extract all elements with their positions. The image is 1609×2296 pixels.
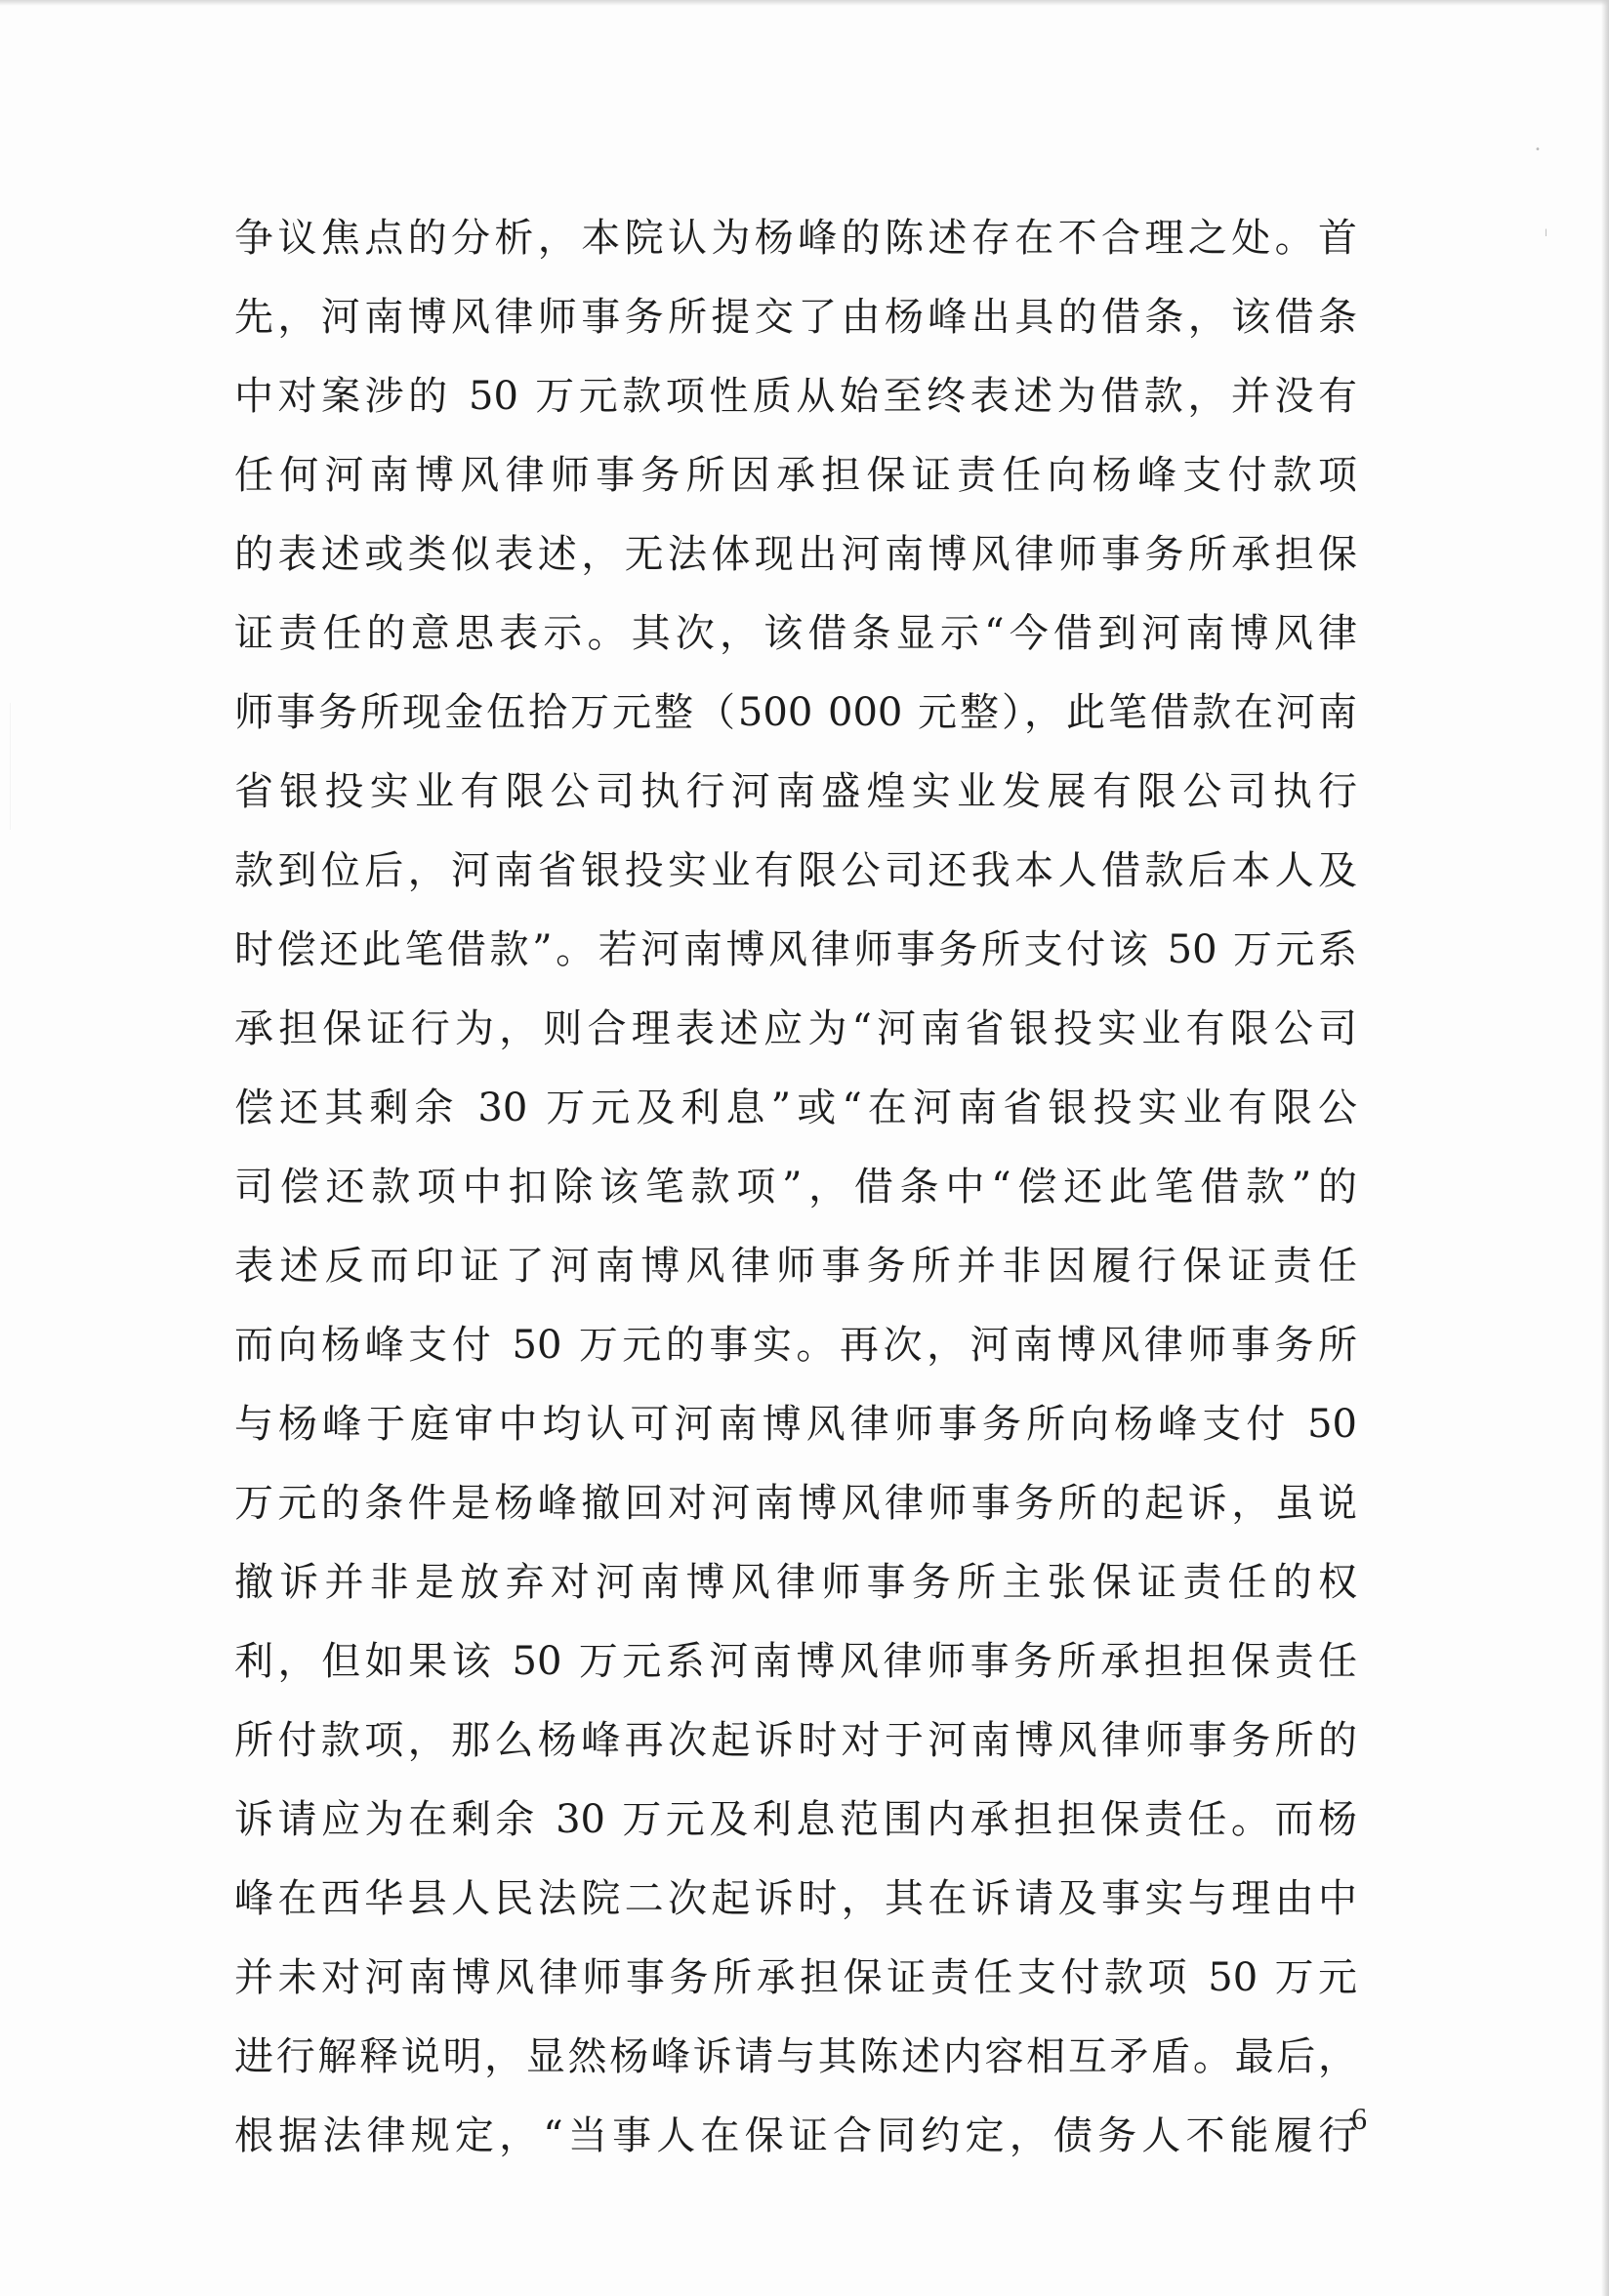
- text-line: 所付款项，那么杨峰再次起诉时对于河南博风律师事务所的: [234, 1718, 1357, 1763]
- text-line: 万元的条件是杨峰撤回对河南博风律师事务所的起诉，虽说: [234, 1481, 1357, 1526]
- scan-speck: •: [1535, 144, 1541, 155]
- text-line: 省银投实业有限公司执行河南盛煌实业发展有限公司执行: [234, 769, 1357, 814]
- text-line: 与杨峰于庭审中均认可河南博风律师事务所向杨峰支付 50: [234, 1402, 1357, 1447]
- text-line: 承担保证行为，则合理表述应为“河南省银投实业有限公司: [234, 1006, 1357, 1051]
- text-line: 诉请应为在剩余 30 万元及利息范围内承担担保责任。而杨: [234, 1797, 1357, 1842]
- text-line: 司偿还款项中扣除该笔款项”，借条中“偿还此笔借款”的: [234, 1165, 1357, 1210]
- scan-edge-top: [0, 0, 1609, 6]
- text-line: 根据法律规定，“当事人在保证合同约定，债务人不能履行: [234, 2113, 1357, 2158]
- scan-speck: ⅼ: [1545, 228, 1547, 239]
- page-number: 6: [1351, 2101, 1367, 2136]
- text-line: 偿还其剩余 30 万元及利息”或“在河南省银投实业有限公: [234, 1086, 1357, 1130]
- text-line: 先，河南博风律师事务所提交了由杨峰出具的借条，该借条: [234, 295, 1357, 340]
- scan-edge-right: [1601, 0, 1609, 2296]
- text-line: 表述反而印证了河南博风律师事务所并非因履行保证责任: [234, 1244, 1357, 1289]
- binding-shadow: [10, 703, 50, 830]
- text-line: 利，但如果该 50 万元系河南博风律师事务所承担担保责任: [234, 1639, 1357, 1684]
- text-line: 师事务所现金伍拾万元整（500 000 元整），此笔借款在河南: [234, 690, 1357, 735]
- text-line: 中对案涉的 50 万元款项性质从始至终表述为借款，并没有: [234, 374, 1357, 419]
- text-line: 款到位后，河南省银投实业有限公司还我本人借款后本人及: [234, 848, 1357, 893]
- text-line: 任何河南博风律师事务所因承担保证责任向杨峰支付款项: [234, 453, 1357, 498]
- text-line: 进行解释说明，显然杨峰诉请与其陈述内容相互矛盾。最后，: [234, 2034, 1357, 2079]
- text-line: 时偿还此笔借款”。若河南博风律师事务所支付该 50 万元系: [234, 927, 1357, 972]
- body-paragraph: [234, 199, 1357, 2176]
- text-line: 并未对河南博风律师事务所承担保证责任支付款项 50 万元: [234, 1955, 1357, 2000]
- text-line: 争议焦点的分析，本院认为杨峰的陈述存在不合理之处。首: [234, 216, 1357, 261]
- text-line: 而向杨峰支付 50 万元的事实。再次，河南博风律师事务所: [234, 1323, 1357, 1368]
- text-line: 峰在西华县人民法院二次起诉时，其在诉请及事实与理由中: [234, 1876, 1357, 1921]
- text-line: 的表述或类似表述，无法体现出河南博风律师事务所承担保: [234, 532, 1357, 577]
- text-line: 证责任的意思表示。其次，该借条显示“今借到河南博风律: [234, 611, 1357, 656]
- text-line: 撤诉并非是放弃对河南博风律师事务所主张保证责任的权: [234, 1560, 1357, 1605]
